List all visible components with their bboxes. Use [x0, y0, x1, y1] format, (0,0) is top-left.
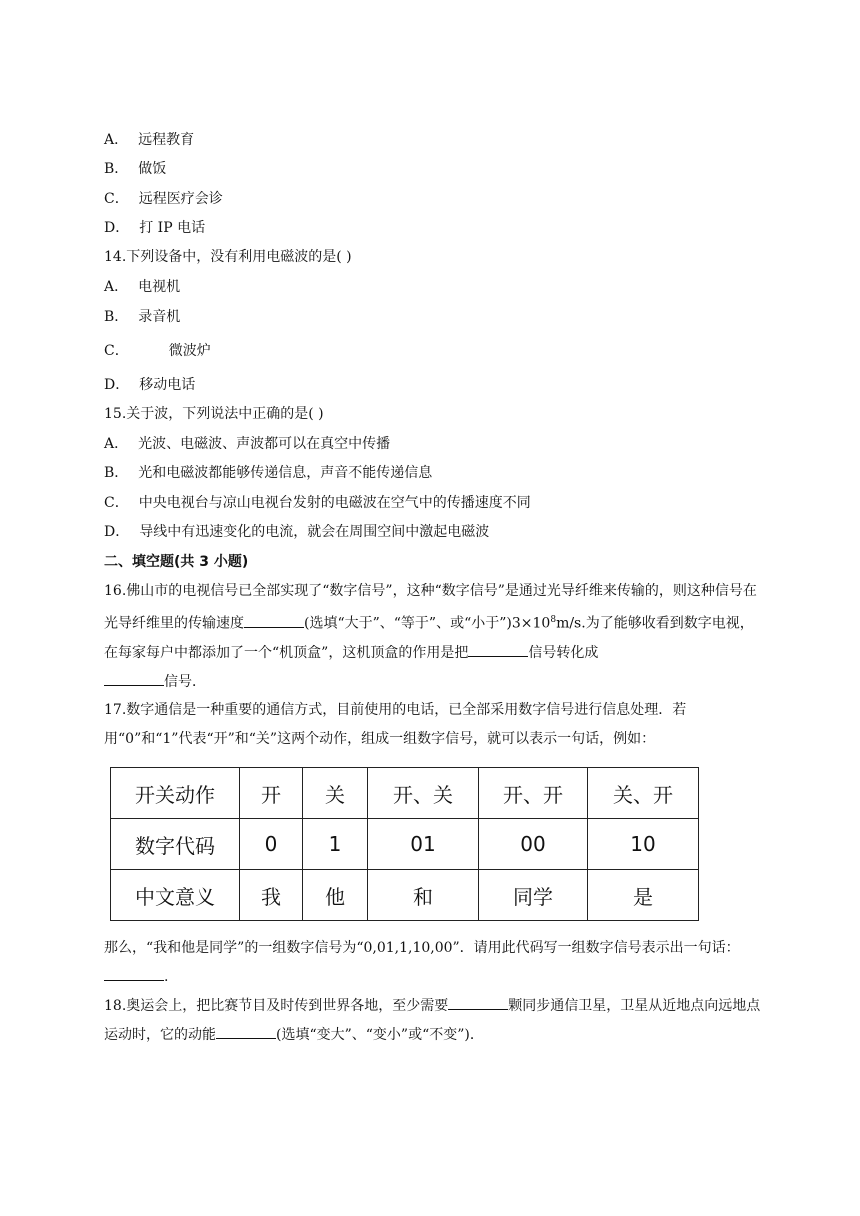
q13-option-b: [104, 159, 166, 179]
table-cell: 开、关: [368, 768, 479, 819]
q18-text-3: (选填“变大”、“变小”或“不变”)．: [276, 1027, 484, 1043]
q13-option-d: [104, 218, 205, 238]
q16-exponent: 8: [550, 615, 557, 625]
q15-stem: 15.关于波，下列说法中正确的是( ): [104, 406, 324, 422]
q15-option-c: [104, 493, 531, 513]
option-label: D．: [104, 377, 130, 393]
option-text: 打 IP 电话: [139, 220, 206, 236]
option-text: 电视机: [138, 279, 181, 295]
q18-paragraph: [104, 992, 764, 1050]
option-text: 远程教育: [138, 132, 195, 148]
table-row: [111, 870, 699, 921]
q14-option-d: [104, 375, 195, 395]
option-label: A．: [104, 132, 129, 148]
code-table: [110, 767, 699, 921]
q16-text-2: (选填“大于”、“等于”、或“小于”)3×10: [304, 615, 551, 632]
option-text: 微波炉: [168, 343, 211, 359]
option-text: 光和电磁波都能够传递信息，声音不能传递信息: [138, 465, 433, 481]
q16-text-3: m/s.为了能够收看到数字电视，在每家每户中都添加了一个“机顶盒”，这机顶盒的作用是把: [104, 615, 754, 661]
option-label: A．: [104, 436, 129, 452]
table-cell: 01: [368, 819, 479, 870]
answer-blank[interactable]: [104, 966, 164, 981]
option-label: D．: [104, 524, 130, 540]
q18-text-2: 颗同步通信卫星，卫星从近地点向远地点运动时，它的动能: [104, 998, 761, 1043]
q13-option-c: [104, 189, 223, 209]
q14-option-b: [104, 307, 180, 327]
table-row: [111, 768, 699, 819]
option-label: C．: [104, 343, 129, 359]
table-cell: 和: [368, 870, 479, 921]
q13-option-a: [104, 130, 194, 150]
answer-blank[interactable]: [216, 1024, 276, 1039]
table-cell: 1: [303, 819, 368, 870]
table-cell: 开: [240, 768, 303, 819]
q17-text: 那么，“我和他是同学”的一组数字信号为“0,01,1,10,00”．请用此代码写一组数字信号表示出一句话：: [104, 940, 740, 956]
table-row: [111, 819, 699, 870]
option-text: 导线中有迅速变化的电流，就会在周围空间中激起电磁波: [139, 524, 490, 540]
q15-option-d: [104, 522, 489, 542]
q15-option-a: [104, 434, 390, 454]
table-cell: 同学: [479, 870, 588, 921]
q14-stem: 14.下列设备中，没有利用电磁波的是( ): [104, 249, 352, 265]
table-cell: 00: [479, 819, 588, 870]
option-text: 远程医疗会诊: [138, 191, 223, 207]
option-text: 录音机: [138, 309, 181, 325]
q14-option-c: [104, 341, 211, 361]
option-label: C．: [104, 191, 129, 207]
q16-paragraph: [104, 577, 764, 697]
option-label: B．: [104, 309, 129, 325]
answer-blank[interactable]: [104, 671, 164, 686]
q17-intro: 17.数字通信是一种重要的通信方式，目前使用的电话，已全部采用数字信号进行信息处理．若用“0”和“1”代表“开”和“关”这两个动作，组成一组数字信号，就可以表示一句话，例如：: [104, 702, 687, 747]
q18-text-1: 18.奥运会上，把比赛节目及时传到世界各地，至少需要: [104, 998, 449, 1014]
answer-blank[interactable]: [468, 642, 528, 657]
section-heading: 二、填空题(共 3 小题): [104, 554, 249, 570]
option-text: 做饭: [138, 161, 167, 177]
option-text: 中央电视台与凉山电视台发射的电磁波在空气中的传播速度不同: [138, 495, 531, 511]
option-label: B．: [104, 465, 129, 481]
table-cell: 他: [303, 870, 368, 921]
q17-end: .: [164, 969, 169, 985]
option-text: 移动电话: [139, 377, 196, 393]
table-cell: 0: [240, 819, 303, 870]
table-cell: 数字代码: [111, 819, 240, 870]
table-cell: 10: [588, 819, 699, 870]
option-label: C．: [104, 495, 129, 511]
q16-text-1: 16.佛山市的电视信号已全部实现了“数字信号”，这种“数字信号”是通过光导纤维来传输的，则这种信号在光导纤维里的传输速度: [104, 583, 757, 632]
answer-blank[interactable]: [244, 613, 304, 628]
table-cell: 中文意义: [111, 870, 240, 921]
option-text: 光波、电磁波、声波都可以在真空中传播: [138, 436, 391, 452]
q16-text-5: 信号．: [164, 673, 206, 690]
table-cell: 是: [588, 870, 699, 921]
answer-blank[interactable]: [448, 995, 508, 1010]
q14-option-a: [104, 277, 180, 297]
table-cell: 开关动作: [111, 768, 240, 819]
table-cell: 关、开: [588, 768, 699, 819]
option-label: B．: [104, 161, 129, 177]
option-label: A．: [104, 279, 129, 295]
table-cell: 关: [303, 768, 368, 819]
table-cell: 开、开: [479, 768, 588, 819]
option-label: D．: [104, 220, 130, 236]
q15-option-b: [104, 463, 432, 483]
q17-question: [104, 934, 764, 992]
table-cell: 我: [240, 870, 303, 921]
q16-text-4: 信号转化成: [528, 644, 599, 661]
